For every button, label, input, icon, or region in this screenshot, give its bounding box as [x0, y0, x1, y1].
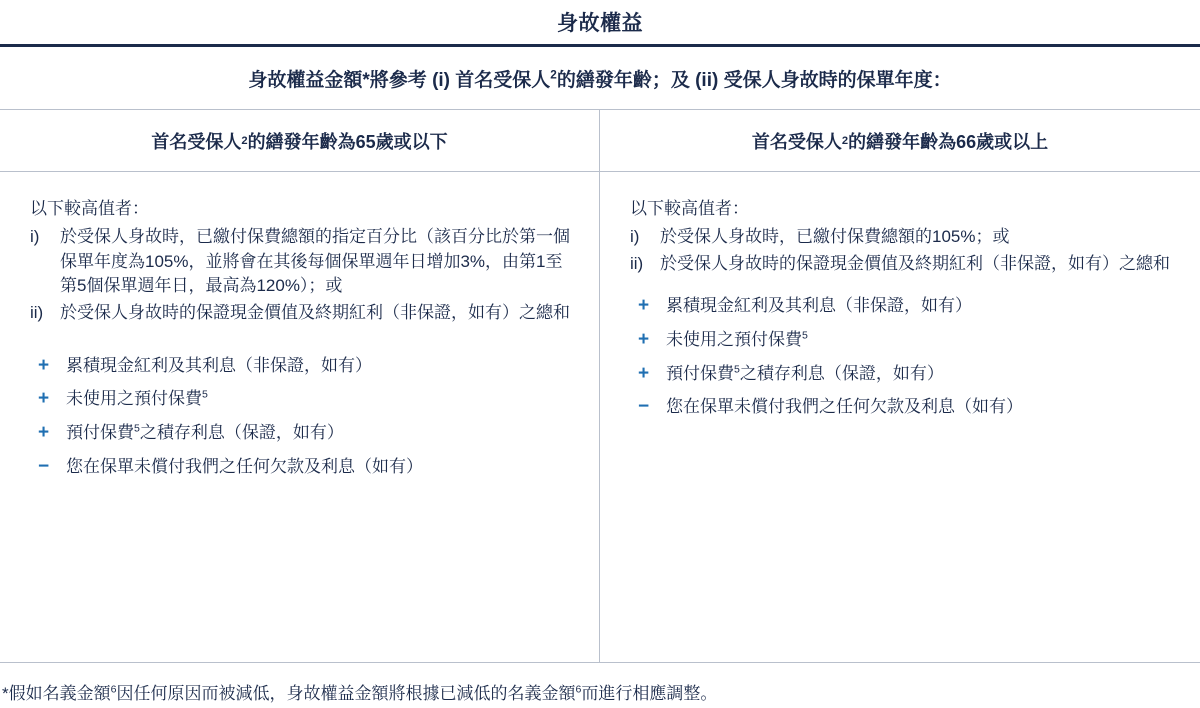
column-body-left	[0, 172, 599, 662]
sign-text	[666, 294, 1174, 319]
sign-list-right	[626, 294, 1174, 420]
column-age-66-or-above	[600, 110, 1200, 662]
column-body-right	[600, 172, 1200, 662]
footnote-marker: 5	[734, 363, 740, 375]
list-item	[26, 225, 573, 299]
column-header-left-part-2: 的繕發年齡為65歲或以下	[247, 131, 448, 152]
sign-text	[66, 354, 573, 379]
roman-list-right	[626, 225, 1174, 276]
roman-text: 於受保人身故時，已繳付保費總額的指定百分比（該百分比於第一個保單年度為105%，並將會在其後每個保單週年日增加3%，由第1至第5個保單週年日，最高為120%）；或	[60, 227, 570, 296]
list-item	[26, 455, 573, 480]
plus-icon: +	[38, 388, 50, 410]
footnote-marker: 5	[202, 388, 208, 401]
subtitle-part-1: 身故權益金額*將參考 (i) 首名受保人	[248, 69, 551, 91]
roman-text: 於受保人身故時，已繳付保費總額的105%；或	[660, 227, 1010, 246]
plus-icon: +	[638, 328, 650, 350]
sign-text-part-1: 累積現金紅利及其利息（非保證，如有）	[666, 296, 972, 316]
subtitle-row	[0, 47, 1200, 109]
list-item	[626, 362, 1174, 387]
sign-text-part-1: 累積現金紅利及其利息（非保證，如有）	[66, 355, 372, 375]
sign-text	[666, 362, 1174, 387]
footnote-marker-6a: 6	[110, 683, 117, 696]
roman-text: 於受保人身故時的保證現金價值及終期紅利（非保證，如有）之總和	[660, 253, 1170, 273]
column-header-right-part-1: 首名受保人	[751, 131, 842, 152]
list-item	[626, 294, 1174, 319]
two-column-table	[0, 110, 1200, 662]
list-item	[26, 301, 573, 326]
column-age-65-or-below	[0, 110, 600, 662]
sign-list-left	[26, 354, 573, 480]
sign-text-part-1: 您在保單未償付我們之任何欠款及利息（如有）	[666, 397, 1023, 417]
sign-text	[66, 387, 573, 412]
list-item	[626, 252, 1174, 277]
list-item	[26, 387, 573, 412]
roman-marker: i)	[630, 227, 640, 246]
roman-list-left	[26, 225, 573, 326]
footnote-marker: 5	[134, 422, 140, 435]
spacer	[626, 278, 1174, 294]
spacer	[26, 328, 573, 354]
subtitle-part-2: 的繕發年齡；及 (ii) 受保人身故時的保單年度：	[556, 69, 952, 91]
plus-icon: +	[38, 421, 50, 443]
list-item	[26, 354, 573, 379]
plus-icon: +	[638, 362, 650, 384]
sign-text-part-2: 之積存利息（保證，如有）	[139, 422, 344, 442]
minus-icon: −	[38, 455, 50, 477]
sign-text	[666, 328, 1174, 353]
page-title-row	[0, 0, 1200, 44]
footnote-marker: 5	[802, 329, 808, 342]
roman-marker: ii)	[630, 253, 644, 273]
roman-marker: i)	[30, 227, 40, 246]
list-item	[626, 328, 1174, 353]
footnote-part-1: *假如名義金額	[2, 684, 111, 703]
sign-text-part-1: 未使用之預付保費	[666, 329, 802, 349]
column-header-right-part-2: 的繕發年齡為66歲或以上	[848, 131, 1049, 152]
list-item	[626, 225, 1174, 250]
subtitle	[248, 65, 951, 92]
column-header-left-part-1: 首名受保人	[151, 131, 242, 152]
plus-icon: +	[638, 295, 650, 317]
sign-text	[66, 421, 573, 446]
sign-text-part-1: 您在保單未償付我們之任何欠款及利息（如有）	[66, 456, 423, 476]
footnote-part-2: 因任何原因而被減低，身故權益金額將根據已減低的名義金額	[116, 684, 576, 703]
footnote	[0, 663, 1200, 704]
sign-text	[666, 395, 1174, 420]
footnote-part-3: 而進行相應調整。	[581, 684, 718, 703]
sign-text-part-1: 預付保費	[66, 422, 134, 442]
footnote-marker-6b: 6	[575, 683, 582, 696]
column-header-right: 首名受保人 2 的繕發年齡為66歲或以上	[600, 110, 1200, 172]
sign-text-part-1: 未使用之預付保費	[66, 389, 202, 409]
sign-text	[66, 455, 573, 480]
list-item	[626, 395, 1174, 420]
plus-icon: +	[38, 354, 50, 376]
sign-text-part-1: 預付保費	[666, 363, 734, 383]
list-item	[26, 421, 573, 446]
page-title: 身故權益	[557, 12, 643, 35]
subtitle-footnote-marker-2: 2	[550, 68, 557, 82]
minus-icon: −	[638, 396, 650, 418]
roman-marker: ii)	[30, 302, 44, 322]
lead-text-left: 以下較高值者：	[30, 199, 149, 218]
roman-text: 於受保人身故時的保證現金價值及終期紅利（非保證，如有）之總和	[60, 302, 570, 322]
lead-text-right: 以下較高值者：	[630, 199, 749, 218]
column-header-left: 首名受保人 2 的繕發年齡為65歲或以下	[0, 110, 599, 172]
sign-text-part-2: 之積存利息（保證，如有）	[739, 363, 944, 383]
